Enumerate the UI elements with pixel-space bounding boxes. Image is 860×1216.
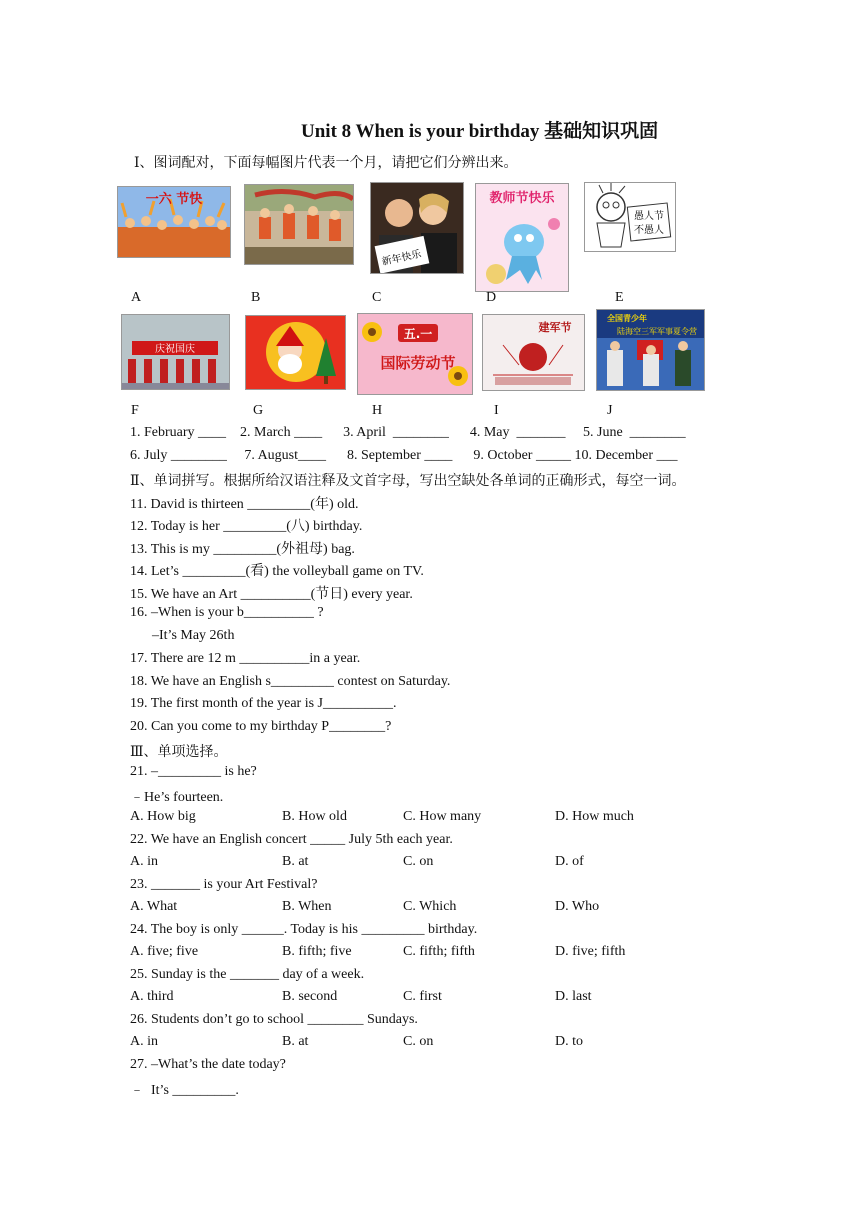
question-11: 11. David is thirteen _________(年) old. <box>130 497 359 512</box>
question-24: 24. The boy is only ______. Today is his _________ birthday. <box>130 922 478 937</box>
question-15: 15. We have an Art __________(节日) every year. <box>130 587 413 602</box>
q25-option-a: A. third <box>130 989 174 1004</box>
section3-heading: Ⅲ、单项选择。 <box>130 745 228 760</box>
picture-label: J <box>607 403 613 418</box>
q23-option-d: D. Who <box>555 899 600 914</box>
q26-option-a: A. in <box>130 1034 158 1049</box>
question-21: 21. –_________ is he? <box>130 764 257 779</box>
labour-day-picture <box>357 313 473 395</box>
picture-label: G <box>253 403 264 418</box>
months-row-2: 6. July ________ 7. August____ 8. September ____ 9. October _____ 10. December ___ <box>130 448 678 463</box>
q26-option-b: B. at <box>282 1034 309 1049</box>
months-row-1: 1. February ____ 2. March ____ 3. April ________ 4. May _______ 5. June ________ <box>130 425 686 440</box>
picture-text: 五.一 <box>403 327 433 341</box>
q24-option-b: B. fifth; five <box>282 944 352 959</box>
christmas-picture <box>245 315 346 390</box>
q23-option-b: B. When <box>282 899 332 914</box>
q22-option-d: D. of <box>555 854 584 869</box>
q24-option-d: D. five; fifth <box>555 944 626 959</box>
national-day-picture <box>121 314 230 390</box>
question-20: 20. Can you come to my birthday P________? <box>130 719 392 734</box>
q21-option-a: A. How big <box>130 809 196 824</box>
children-day-picture <box>117 186 231 258</box>
q25-option-d: D. last <box>555 989 592 1004</box>
question-25: 25. Sunday is the _______ day of a week. <box>130 967 365 982</box>
army-day-picture <box>482 314 585 391</box>
new-year-picture <box>370 182 464 274</box>
question-27: 27. –What’s the date today? <box>130 1057 286 1072</box>
picture-text: 建军节 <box>538 321 572 334</box>
picture-text: 庆祝国庆 <box>155 344 195 355</box>
question-22: 22. We have an English concert _____ July 5th each year. <box>130 832 453 847</box>
question-27-answer: ﹣ It’s _________. <box>130 1083 239 1098</box>
q24-option-a: A. five; five <box>130 944 199 959</box>
q25-option-b: B. second <box>282 989 338 1004</box>
question-13: 13. This is my _________(外祖母) bag. <box>130 542 355 557</box>
q23-option-a: A. What <box>130 899 178 914</box>
picture-text: 全国青少年 <box>607 314 647 323</box>
picture-text: 国际劳动节 <box>380 354 456 372</box>
q22-option-b: B. at <box>282 854 309 869</box>
q26-option-d: D. to <box>555 1034 583 1049</box>
picture-label: E <box>615 290 624 305</box>
question-21-answer: ﹣He’s fourteen. <box>130 790 224 805</box>
question-26: 26. Students don’t go to school ________ Sundays. <box>130 1012 418 1027</box>
tree-planting-picture <box>244 184 354 265</box>
q21-option-b: B. How old <box>282 809 347 824</box>
picture-label: B <box>251 290 261 305</box>
question-17: 17. There are 12 m __________in a year. <box>130 651 361 666</box>
picture-text: 一六 节快 <box>145 192 203 207</box>
picture-text: 愚人节 <box>634 211 664 222</box>
q25-option-c: C. first <box>403 989 442 1004</box>
q22-option-c: C. on <box>403 854 434 869</box>
page-title: Unit 8 When is your birthday 基础知识巩固 <box>301 121 659 142</box>
question-23: 23. _______ is your Art Festival? <box>130 877 318 892</box>
q22-option-a: A. in <box>130 854 158 869</box>
picture-label: A <box>131 290 142 305</box>
section1-heading: Ⅰ、图词配对，下面每幅图片代表一个月，请把它们分辨出来。 <box>134 156 518 171</box>
picture-label: D <box>486 290 497 305</box>
teachers-day-picture <box>475 183 569 292</box>
april-fools-picture <box>584 182 676 252</box>
picture-label: F <box>131 403 139 418</box>
picture-text: 陆海空三军军事夏令营 <box>617 327 697 336</box>
picture-label: C <box>372 290 382 305</box>
section2-heading: Ⅱ、单词拼写。根据所给汉语注释及文首字母，写出空缺处各单词的正确形式，每空一词。 <box>130 474 686 489</box>
question-12: 12. Today is her _________(八) birthday. <box>130 519 363 534</box>
picture-label: I <box>494 403 499 418</box>
question-16: 16. –When is your b__________ ? <box>130 605 324 620</box>
question-18: 18. We have an English s_________ contest on Saturday. <box>130 674 451 689</box>
question-19: 19. The first month of the year is J__________. <box>130 696 397 711</box>
picture-text: 不愚人 <box>634 225 664 236</box>
picture-label: H <box>372 403 383 418</box>
q24-option-c: C. fifth; fifth <box>403 944 475 959</box>
q21-option-d: D. How much <box>555 809 634 824</box>
picture-text: 新年快乐 <box>381 248 423 268</box>
picture-text: 教师节快乐 <box>489 191 555 206</box>
q21-option-c: C. How many <box>403 809 482 824</box>
summer-camp-picture <box>596 309 705 391</box>
question-16-answer: –It’s May 26th <box>152 628 235 643</box>
q26-option-c: C. on <box>403 1034 434 1049</box>
question-14: 14. Let’s _________(看) the volleyball game on TV. <box>130 564 424 579</box>
q23-option-c: C. Which <box>403 899 457 914</box>
